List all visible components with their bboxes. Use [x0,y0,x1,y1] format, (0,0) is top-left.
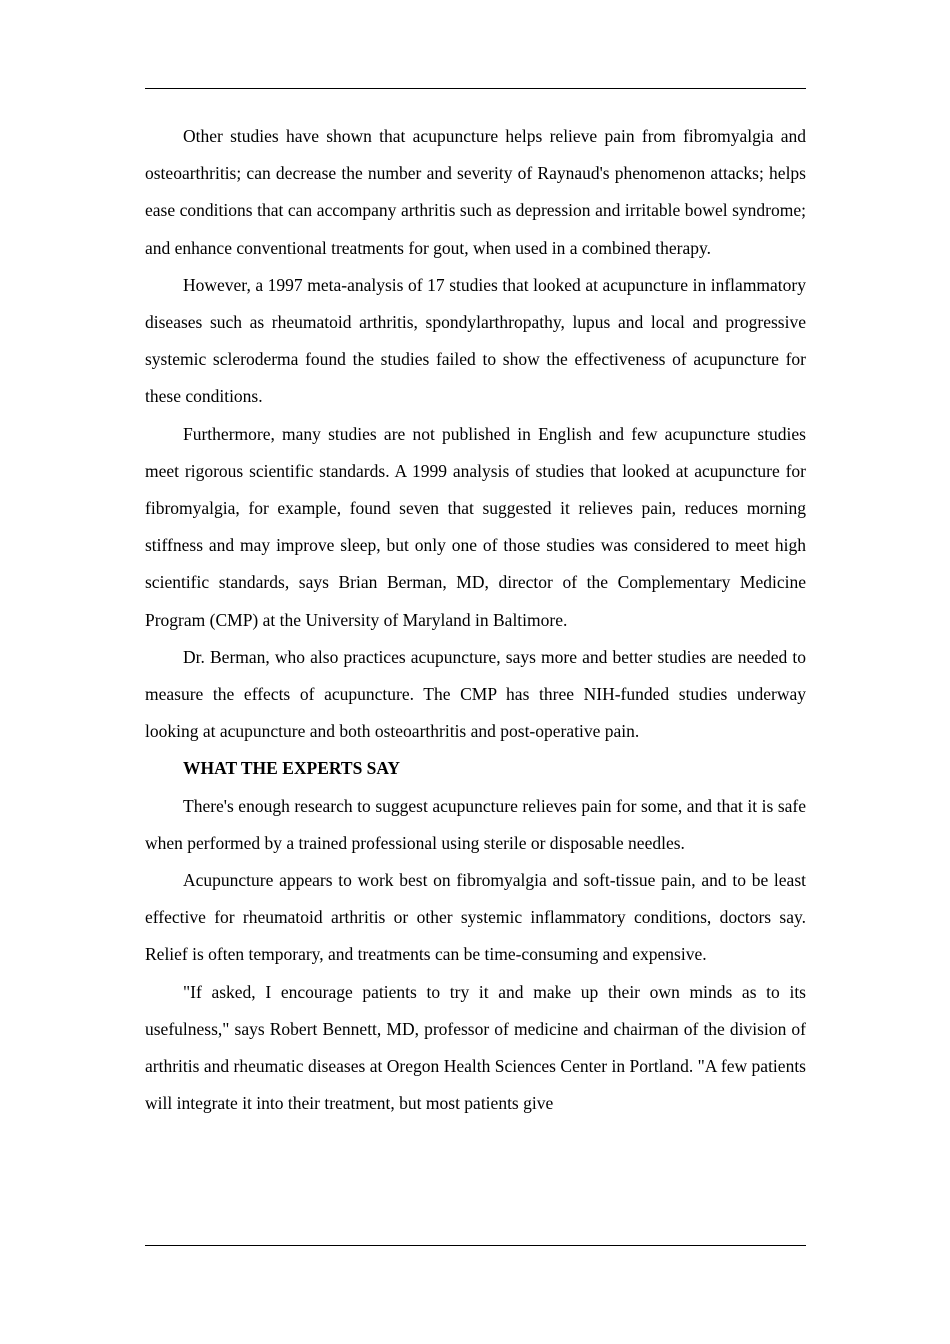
paragraph-works-best: Acupuncture appears to work best on fibromyalgia and soft-tissue pain, and to be least effective for rheumatoid arthritis or other systemic inflammatory conditions, doctors say. Relief is often temporary, and treatments can be time-consuming and expensive. [145,870,806,965]
paragraph-enough-research: There's enough research to suggest acupuncture relieves pain for some, and that it is safe when performed by a trained professional using sterile or disposable needles. [145,795,806,853]
paragraph-meta-analysis: However, a 1997 meta-analysis of 17 studies that looked at acupuncture in inflammatory diseases such as rheumatoid arthritis, spondylarthropathy, lupus and local and progressive systemic scleroderma found the studies failed to show the effectiveness of acupuncture for these conditions. [145,274,806,407]
section-heading: WHAT THE EXPERTS SAY [183,758,401,779]
header-rule [145,88,806,89]
paragraph-furthermore: Furthermore, many studies are not published in English and few acupuncture studies meet rigorous scientific standards. A 1999 analysis of studies that looked at acupuncture for fibromyalgia, for example, found seven that suggested it relieves pain, reduces morning stiffness and may improve sleep, but only one of those studies was considered to meet high scientific standards, says Brian Berman, MD, director of the Complementary Medicine Program (CMP) at the University of Maryland in Baltimore. [145,423,806,630]
paragraph-dr-berman: Dr. Berman, who also practices acupuncture, says more and better studies are needed to measure the effects of acupuncture. The CMP has three NIH-funded studies underway looking at acupuncture and both osteoarthritis and post-operative pain. [145,646,806,742]
paragraph-bennett-quote: "If asked, I encourage patients to try it and make up their own minds as to its usefulness," says Robert Bennett, MD, professor of medicine and chairman of the division of arthritis and rheumatic diseases at Oregon Health Sciences Center in Portland. "A few patients will integrate it into their treatment, but most patients give [145,981,806,1114]
document-body [145,118,806,1122]
paragraph-other-studies: Other studies have shown that acupuncture helps relieve pain from fibromyalgia and osteoarthritis; can decrease the number and severity of Raynaud's phenomenon attacks; helps ease conditions that can accompany arthritis such as depression and irritable bowel syndrome; and enhance conventional treatments for gout, when used in a combined therapy. [145,126,806,258]
footer-rule [145,1245,806,1246]
